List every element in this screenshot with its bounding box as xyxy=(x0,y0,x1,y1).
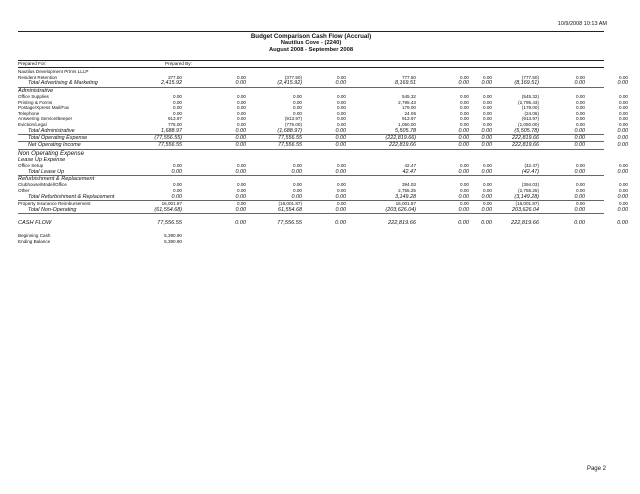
cell-value: 0.00 xyxy=(237,121,246,127)
report-rows xyxy=(18,69,628,244)
cell-value: 0.00 xyxy=(460,188,469,194)
cell-value: 0.00 xyxy=(458,80,469,87)
row-label: Property Insurance Reimbursement xyxy=(18,201,91,207)
cell-value: 0.00 xyxy=(173,93,182,99)
cell-value: (42.47) xyxy=(521,168,539,175)
cell-value: 2,415.92 xyxy=(161,80,182,87)
cell-value: 77,556.55 xyxy=(278,134,302,141)
cell-value: 0.00 xyxy=(460,74,469,80)
cell-value: 0.00 xyxy=(291,193,302,200)
cell-value: 0.00 xyxy=(483,105,492,111)
cell-value: 0.00 xyxy=(617,168,628,175)
cell-value: 0.00 xyxy=(237,93,246,99)
cell-value: 0.00 xyxy=(619,163,628,169)
report-row xyxy=(18,150,604,157)
cell-value: 0.00 xyxy=(576,93,585,99)
cell-value: 0.00 xyxy=(458,168,469,175)
row-label: Net Operating Income xyxy=(28,142,81,149)
cell-value: 0.00 xyxy=(574,220,585,227)
cell-value: 0.00 xyxy=(576,74,585,80)
cell-value: 0.00 xyxy=(337,74,346,80)
row-label: Total Lease Up xyxy=(28,168,65,175)
cell-value: 0.00 xyxy=(619,121,628,127)
cell-value: 0.00 xyxy=(335,168,346,175)
cell-value: (913.97) xyxy=(521,116,539,122)
row-label: Administrative xyxy=(18,87,54,94)
cell-value: 0.00 xyxy=(293,182,302,188)
cell-value: 0.00 xyxy=(237,163,246,169)
cell-value: 0.00 xyxy=(458,193,469,200)
cell-value: (77,556.55) xyxy=(154,134,182,141)
cell-value: 0.00 xyxy=(173,182,182,188)
cell-value: 0.00 xyxy=(483,121,492,127)
cell-value: 0.00 xyxy=(235,193,246,200)
row-label: Total Non-Operating xyxy=(28,206,77,213)
cell-value: 0.00 xyxy=(173,99,182,105)
cell-value: 0.00 xyxy=(337,163,346,169)
cell-value: 203,626.04 xyxy=(512,206,539,213)
cell-value: 0.00 xyxy=(235,80,246,87)
prepared-line xyxy=(18,61,604,68)
cell-value: 0.00 xyxy=(237,182,246,188)
cell-value: 0.00 xyxy=(483,201,492,207)
report-row xyxy=(18,239,604,245)
cell-value: 0.00 xyxy=(237,201,246,207)
cell-value: 0.00 xyxy=(574,142,585,149)
cell-value: 24.06 xyxy=(404,110,416,116)
cell-value: (203,626.04) xyxy=(385,206,416,213)
cell-value: (222,819.66) xyxy=(385,134,416,141)
cell-value: 0.00 xyxy=(460,201,469,207)
cell-value: 0.00 xyxy=(337,116,346,122)
cell-value: 0.00 xyxy=(576,121,585,127)
cell-value: 0.00 xyxy=(576,163,585,169)
cell-value: 8,169.51 xyxy=(395,80,416,87)
cell-value: 0.00 xyxy=(458,142,469,149)
cell-value: 0.00 xyxy=(293,188,302,194)
cell-value: 0.00 xyxy=(293,110,302,116)
cell-value: 0.00 xyxy=(458,127,469,134)
cell-value: (8,169.51) xyxy=(514,80,539,87)
cell-value: 0.00 xyxy=(481,220,492,227)
cell-value: 0.00 xyxy=(483,182,492,188)
row-label: Resident Retention xyxy=(18,74,58,80)
cell-value: 0.00 xyxy=(291,168,302,175)
cell-value: 777.50 xyxy=(401,74,416,80)
cell-value: 0.00 xyxy=(460,121,469,127)
cell-value: 0.00 xyxy=(235,142,246,149)
cell-value: 0.00 xyxy=(458,134,469,141)
cell-value: 0.00 xyxy=(619,93,628,99)
cell-value: 222,819.66 xyxy=(389,142,416,149)
report-property: Nautilus Cove - (2240) xyxy=(280,40,342,46)
cell-value: 0.00 xyxy=(617,127,628,134)
cell-value: 0.00 xyxy=(617,142,628,149)
cell-value: 42.47 xyxy=(402,168,416,175)
cell-value: 0.00 xyxy=(171,193,182,200)
cell-value: (2,755.25) xyxy=(518,188,539,194)
cell-value: 0.00 xyxy=(483,110,492,116)
cell-value: 222,819.66 xyxy=(511,220,539,227)
row-label: Eviction/Legal xyxy=(18,121,47,127)
cell-value: 61,554.68 xyxy=(278,206,302,213)
cell-value: 0.00 xyxy=(460,182,469,188)
row-label: Telephone xyxy=(18,110,40,116)
cell-value: 0.00 xyxy=(337,201,346,207)
cell-value: 0.00 xyxy=(293,163,302,169)
cell-value: 0.00 xyxy=(619,182,628,188)
row-label: Office Supplies xyxy=(18,93,49,99)
cell-value: 0.00 xyxy=(576,182,585,188)
cell-value: 0.00 xyxy=(235,168,246,175)
row-label: Nautilus Development Prtnrs LLLP xyxy=(18,69,89,74)
report-row xyxy=(18,168,628,176)
report-row xyxy=(18,134,628,142)
cell-value: 0.00 xyxy=(335,193,346,200)
cell-value: 0.00 xyxy=(337,188,346,194)
cell-value: 222,819.66 xyxy=(388,220,416,227)
cell-value: 0.00 xyxy=(574,80,585,87)
cell-value: 0.00 xyxy=(458,206,469,213)
cell-value: 77,556.55 xyxy=(278,142,302,149)
cell-value: 1,688.97 xyxy=(161,127,182,134)
row-label: Clubhouse/Model/Office xyxy=(18,182,67,188)
cell-value: 0.00 xyxy=(619,105,628,111)
cell-value: 913.97 xyxy=(167,116,182,122)
cell-value: 77,556.55 xyxy=(157,220,182,227)
cell-value: 0.00 xyxy=(171,168,182,175)
cell-value: (775.00) xyxy=(284,121,302,127)
report-row xyxy=(18,127,628,135)
row-label: Total Operating Expense xyxy=(28,134,88,141)
cell-value: 0.00 xyxy=(293,99,302,105)
cell-value: 0.00 xyxy=(460,105,469,111)
cell-value: 0.00 xyxy=(481,168,492,175)
cell-value: (1,688.97) xyxy=(277,127,302,134)
cell-value: (5,505.78) xyxy=(514,127,539,134)
cell-value: 0.00 xyxy=(617,80,628,87)
cell-value: 0.00 xyxy=(619,74,628,80)
report-row xyxy=(18,142,628,149)
cell-value: 0.00 xyxy=(574,134,585,141)
cell-value: 0.00 xyxy=(460,116,469,122)
cell-value: 0.00 xyxy=(237,105,246,111)
cell-value: 77,556.55 xyxy=(277,220,302,227)
cell-value: (16,001.87) xyxy=(278,201,302,207)
row-label: Non Operating Expense xyxy=(18,149,85,157)
row-label: CASH FLOW xyxy=(18,220,52,227)
report-period: August 2008 - September 2008 xyxy=(268,47,354,53)
cell-value: 0.00 xyxy=(483,99,492,105)
row-label: Lease Up Expense xyxy=(18,156,66,163)
cell-value: 0.00 xyxy=(337,93,346,99)
report-row xyxy=(18,220,628,227)
report-header xyxy=(18,31,604,61)
cell-value: 0.00 xyxy=(335,206,346,213)
cell-value: 5,505.78 xyxy=(395,127,416,134)
cell-value: 0.00 xyxy=(481,134,492,141)
prepared-by-label: Prepared By: xyxy=(165,61,192,66)
cell-value: 0.00 xyxy=(337,182,346,188)
cell-value: 0.00 xyxy=(617,134,628,141)
cell-value: 394.03 xyxy=(401,182,416,188)
cell-value: 0.00 xyxy=(235,134,246,141)
row-label: Answering Service/Beeper xyxy=(18,116,73,122)
row-label: Office Setup xyxy=(18,163,44,169)
cell-value: 0.00 xyxy=(337,121,346,127)
page-number: Page 2 xyxy=(586,466,606,472)
cell-value: 0.00 xyxy=(335,80,346,87)
cell-value: 0.00 xyxy=(293,105,302,111)
cell-value: 0.00 xyxy=(235,127,246,134)
cell-value: (61,554.68) xyxy=(154,206,182,213)
cell-value: 0.00 xyxy=(576,105,585,111)
row-label: Printing & Forms xyxy=(18,99,53,105)
cell-value: 0.00 xyxy=(458,220,469,227)
cell-value: 2,795.43 xyxy=(398,99,416,105)
row-label: Total Administrative xyxy=(28,127,75,134)
report-timestamp: 10/9/2008 10:13 AM xyxy=(557,21,607,27)
cell-value: 0.00 xyxy=(335,142,346,149)
cell-value: 0.00 xyxy=(619,188,628,194)
cell-value: 0.00 xyxy=(576,188,585,194)
cell-value: (777.50) xyxy=(521,74,539,80)
cell-value: 179.00 xyxy=(401,105,416,111)
cell-value: 0.00 xyxy=(617,206,628,213)
cell-value: 0.00 xyxy=(576,99,585,105)
cell-value: (2,795.43) xyxy=(518,99,539,105)
cell-value: 0.00 xyxy=(237,110,246,116)
cell-value: 0.00 xyxy=(576,116,585,122)
cell-value: 0.00 xyxy=(481,142,492,149)
cell-value: 0.00 xyxy=(335,134,346,141)
cell-value: 0.00 xyxy=(574,168,585,175)
cell-value: 5,390.90 xyxy=(164,238,182,244)
cell-value: 0.00 xyxy=(173,163,182,169)
cell-value: 0.00 xyxy=(237,188,246,194)
cell-value: 0.00 xyxy=(483,116,492,122)
cell-value: 222,819.66 xyxy=(512,142,539,149)
cell-value: (545.32) xyxy=(521,93,539,99)
cell-value: (2,415.92) xyxy=(277,80,302,87)
cell-value: 0.00 xyxy=(481,127,492,134)
cell-value: 0.00 xyxy=(483,74,492,80)
cell-value: 0.00 xyxy=(619,99,628,105)
cell-value: 0.00 xyxy=(237,74,246,80)
row-label: Beginning Cash xyxy=(18,233,51,239)
cell-value: 0.00 xyxy=(460,99,469,105)
cell-value: 0.00 xyxy=(173,105,182,111)
cell-value: 0.00 xyxy=(481,193,492,200)
cell-value: 0.00 xyxy=(237,99,246,105)
cell-value: 0.00 xyxy=(293,93,302,99)
cell-value: 377.50 xyxy=(167,74,182,80)
cell-value: 77,556.55 xyxy=(158,142,182,149)
cell-value: 0.00 xyxy=(576,110,585,116)
cell-value: 2,755.25 xyxy=(398,188,416,194)
cell-value: (1,050.00) xyxy=(518,121,539,127)
cell-value: 0.00 xyxy=(483,163,492,169)
row-label: Other xyxy=(18,188,30,194)
cell-value: 0.00 xyxy=(617,193,628,200)
cell-value: 0.00 xyxy=(335,220,346,227)
cell-value: 0.00 xyxy=(574,127,585,134)
row-label: Total Refurbishment & Replacement xyxy=(28,193,115,200)
row-label: Refurbishment & Replacement xyxy=(18,176,95,183)
cell-value: 0.00 xyxy=(235,206,246,213)
cell-value: 16,001.87 xyxy=(395,201,416,207)
report-row xyxy=(18,206,628,214)
cell-value: 0.00 xyxy=(619,110,628,116)
cell-value: 0.00 xyxy=(337,110,346,116)
cell-value: 0.00 xyxy=(460,110,469,116)
cell-value: 0.00 xyxy=(173,188,182,194)
cell-value: 0.00 xyxy=(237,116,246,122)
cell-value: 0.00 xyxy=(576,201,585,207)
report-row xyxy=(18,80,628,87)
cell-value: 0.00 xyxy=(460,163,469,169)
cell-value: 42.47 xyxy=(404,163,416,169)
cell-value: 0.00 xyxy=(460,93,469,99)
cell-value: 0.00 xyxy=(483,93,492,99)
cell-value: 0.00 xyxy=(481,80,492,87)
cell-value: 0.00 xyxy=(337,99,346,105)
cell-value: (42.47) xyxy=(524,163,539,169)
report-title: Budget Comparison Cash Flow (Accrual) xyxy=(250,33,372,40)
cell-value: 913.97 xyxy=(401,116,416,122)
cell-value: 0.00 xyxy=(173,110,182,116)
cell-value: 0.00 xyxy=(617,220,628,227)
cell-value: 0.00 xyxy=(574,193,585,200)
row-label: Ending Balance xyxy=(18,238,51,244)
cell-value: (394.03) xyxy=(521,182,539,188)
cell-value: (16,001.87) xyxy=(515,201,539,207)
cell-value: (913.97) xyxy=(284,116,302,122)
row-label: Total Advertising & Marketing xyxy=(28,80,98,87)
cell-value: (3,149.28) xyxy=(514,193,539,200)
cell-value: 16,001.87 xyxy=(161,201,182,207)
cell-value: (377.50) xyxy=(284,74,302,80)
cell-value: 0.00 xyxy=(574,206,585,213)
cell-value: 3,149.28 xyxy=(395,193,416,200)
cell-value: 0.00 xyxy=(235,220,246,227)
report-row xyxy=(18,193,628,201)
cell-value: (24.06) xyxy=(524,110,539,116)
cell-value: 0.00 xyxy=(619,201,628,207)
cell-value: 545.32 xyxy=(401,93,416,99)
cell-value: 0.00 xyxy=(335,127,346,134)
cell-value: 0.00 xyxy=(481,206,492,213)
cell-value: 0.00 xyxy=(337,105,346,111)
cell-value: 0.00 xyxy=(483,188,492,194)
row-label: Postage/Xpress Mail/Fax xyxy=(18,105,70,111)
cell-value: 0.00 xyxy=(619,116,628,122)
prepared-for-label: Prepared For: xyxy=(18,61,47,66)
cell-value: 222,819.66 xyxy=(512,134,539,141)
cell-value: 1,050.00 xyxy=(398,121,416,127)
cell-value: (179.00) xyxy=(521,105,539,111)
cell-value: 775.00 xyxy=(167,121,182,127)
cell-value: 5,390.90 xyxy=(164,233,182,239)
